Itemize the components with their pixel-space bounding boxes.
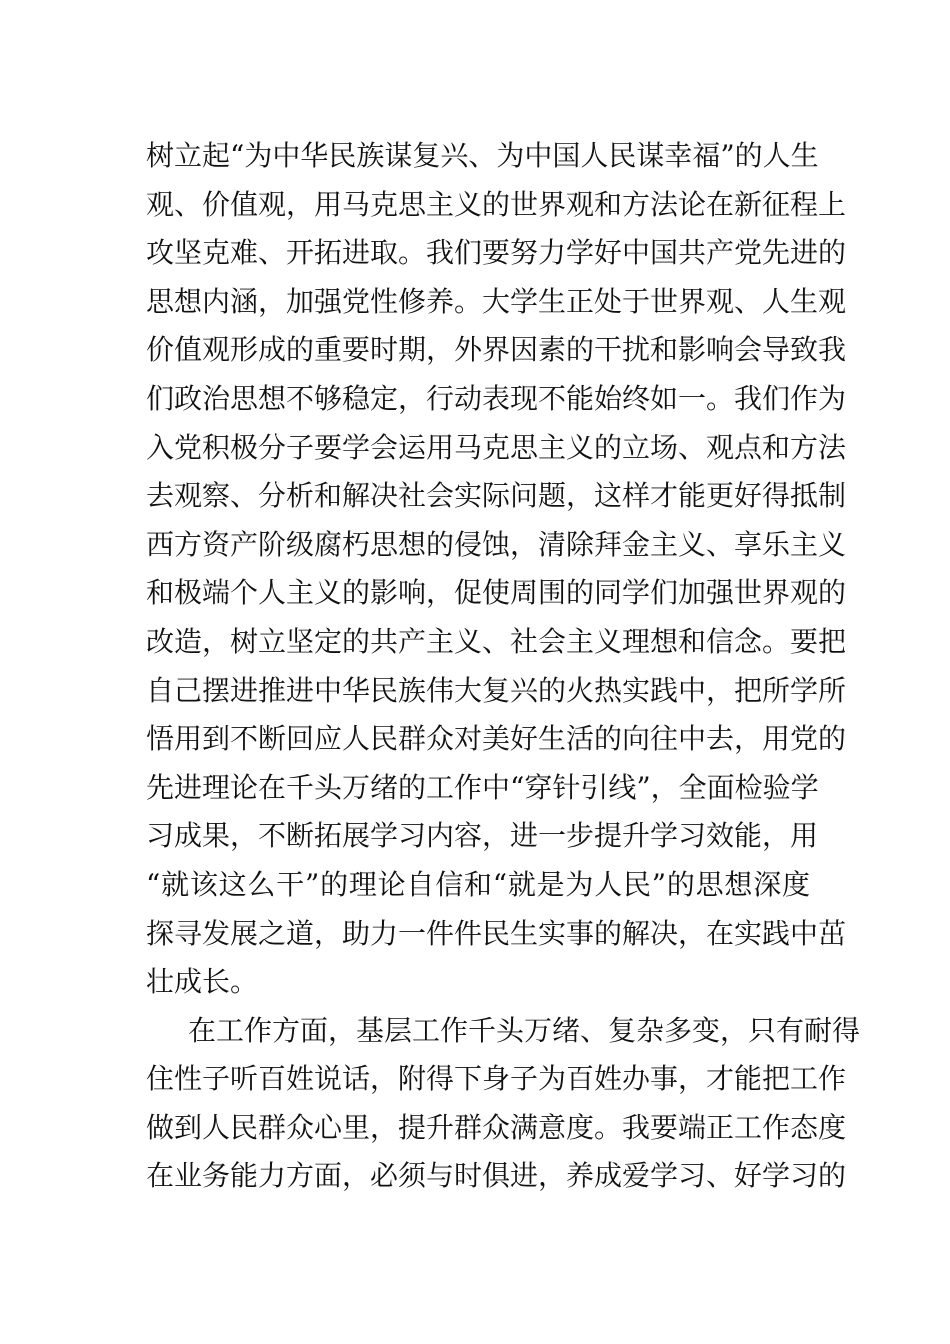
text-line: 们政治思想不够稳定，行动表现不能始终如一。我们作为 [146, 381, 847, 415]
text-line: 在工作方面，基层工作千头万绪、复杂多变，只有耐得 [188, 1013, 861, 1047]
text-line: 价值观形成的重要时期，外界因素的干扰和影响会导致我 [146, 333, 847, 367]
text-line: 自己摆进推进中华民族伟大复兴的火热实践中，把所学所 [146, 673, 847, 707]
paragraph-2 [146, 1007, 861, 1201]
text-line: 攻坚克难、开拓进取。我们要努力学好中国共产党先进的 [146, 236, 847, 270]
text-line: 做到人民群众心里，提升群众满意度。我要端正工作态度 [146, 1110, 847, 1144]
text-line: 壮成长。 [146, 965, 259, 999]
text-line: 先进理论在千头万绪的工作中“穿针引线”，全面检验学 [146, 770, 819, 804]
text-line: 观、价值观，用马克思主义的世界观和方法论在新征程上 [146, 187, 847, 221]
text-line: 住性子听百姓说话，附得下身子为百姓办事，才能把工作 [146, 1062, 847, 1096]
text-line: 悟用到不断回应人民群众对美好生活的向往中去，用党的 [146, 722, 847, 756]
text-line: 和极端个人主义的影响，促使周围的同学们加强世界观的 [146, 576, 847, 610]
text-line: 西方资产阶级腐朽思想的侵蚀，清除拜金主义、享乐主义 [146, 527, 847, 561]
text-line: 树立起“为中华民族谋复兴、为中国人民谋幸福”的人生 [146, 139, 819, 172]
body-text [146, 132, 861, 1201]
text-line: 改造，树立坚定的共产主义、社会主义理想和信念。要把 [146, 624, 847, 658]
text-line: 在业务能力方面，必须与时俱进，养成爱学习、好学习的 [146, 1159, 847, 1193]
paragraph-1 [146, 132, 847, 1007]
text-line: 习成果，不断拓展学习内容，进一步提升学习效能，用 [146, 819, 819, 853]
text-line: “就该这么干”的理论自信和“就是为人民”的思想深度 [146, 867, 810, 901]
text-line: 去观察、分析和解决社会实际问题，这样才能更好得抵制 [146, 479, 847, 513]
text-line: 探寻发展之道，助力一件件民生实事的解决，在实践中茁 [146, 916, 847, 950]
text-line: 入党积极分子要学会运用马克思主义的立场、观点和方法 [146, 430, 847, 464]
text-line: 思想内涵，加强党性修养。大学生正处于世界观、人生观 [146, 284, 847, 318]
